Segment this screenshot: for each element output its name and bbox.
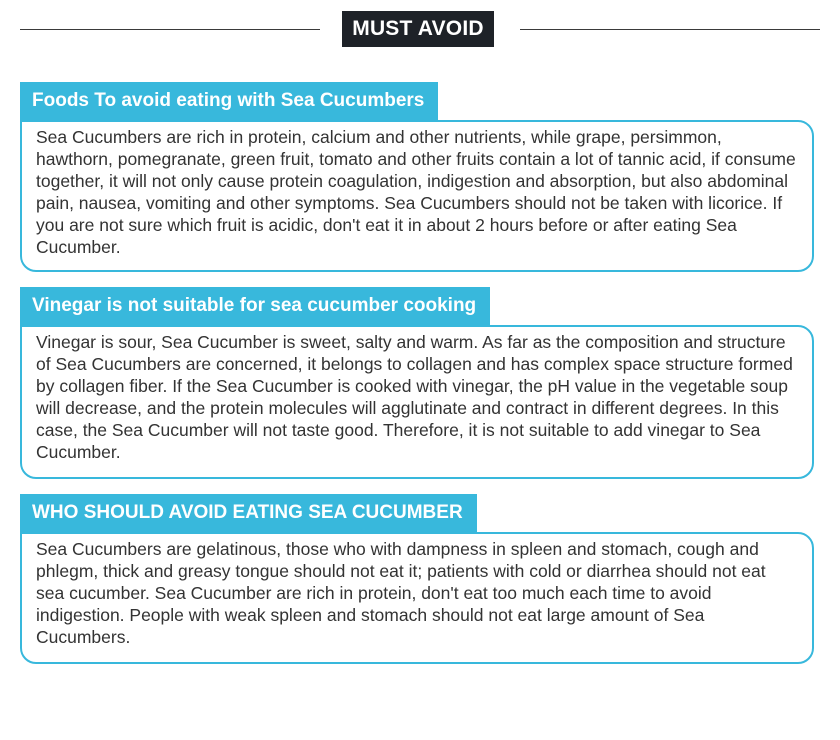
section-body: Vinegar is sour, Sea Cucumber is sweet, salty and warm. As far as the composition and structure of Sea Cucumbers are concerned, it belongs to collagen and has complex space structure formed by collagen fiber. If the Sea Cucumber is cooked with vinegar, the pH value in the vegetable soup will decrease, and the protein molecules will agglutinate and contract in different degrees. In this case, the Sea Cucumber will not taste good. Therefore, it is not suitable to add vinegar to Sea Cucumber. — [20, 325, 814, 479]
page-header — [20, 10, 820, 50]
section-title: Vinegar is not suitable for sea cucumber cooking — [20, 287, 490, 325]
header-divider-right — [520, 29, 820, 30]
section-body: Sea Cucumbers are rich in protein, calcium and other nutrients, while grape, persimmon, hawthorn, pomegranate, green fruit, tomato and other fruits contain a lot of tannic acid, if consume together, it will not only cause protein coagulation, indigestion and absorption, but also abdominal pain, nausea, vomiting and other symptoms. Sea Cucumbers should not be taken with licorice. If you are not sure which fruit is acidic, don't eat it in about 2 hours before or after eating Sea Cucumber. — [20, 120, 814, 272]
header-divider-left — [20, 29, 320, 30]
section-body: Sea Cucumbers are gelatinous, those who with dampness in spleen and stomach, cough and phlegm, thick and greasy tongue should not eat it; patients with cold or diarrhea should not eat sea cucumber. Sea Cucumber are rich in protein, don't eat too much each time to avoid indigestion. People with weak spleen and stomach should not eat large amount of Sea Cucumbers. — [20, 532, 814, 664]
page-title: MUST AVOID — [342, 11, 494, 47]
section-title: WHO SHOULD AVOID EATING SEA CUCUMBER — [20, 494, 477, 532]
section-title: Foods To avoid eating with Sea Cucumbers — [20, 82, 438, 120]
